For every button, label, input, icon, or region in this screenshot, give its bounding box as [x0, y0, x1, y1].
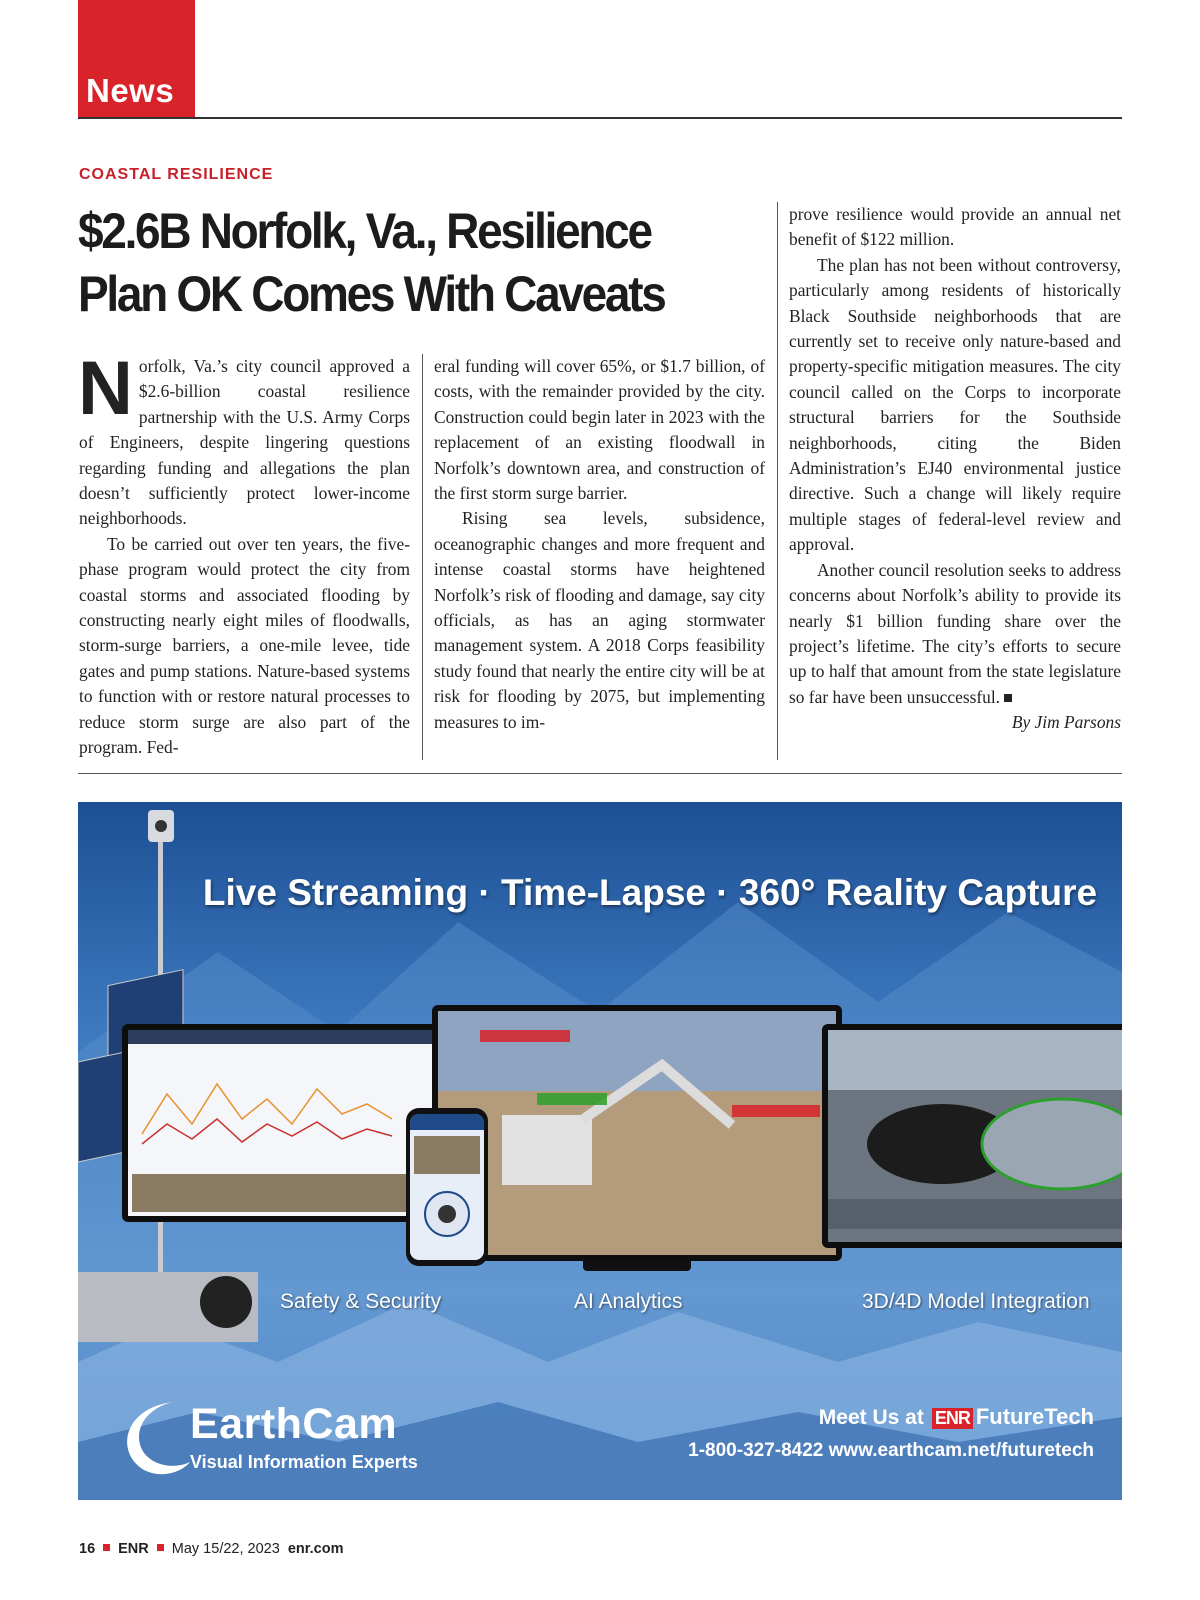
ad-headline: Live Streaming · Time-Lapse · 360° Reality Capture	[202, 872, 1098, 913]
smartphone-app	[406, 1108, 488, 1266]
earthcam-advertisement[interactable]	[78, 802, 1122, 1500]
model-integration-monitor	[822, 1024, 1122, 1248]
top-rule	[78, 117, 1122, 119]
analytics-dashboard-screen	[122, 1024, 452, 1222]
article-kicker: COASTAL RESILIENCE	[79, 166, 274, 183]
page-number: 16	[79, 1541, 96, 1557]
article-paragraph-4: The plan has not been without controversy, particularly among residents of historically Black Southside neighborhoods that are currently set to receive only nature-based and property-specific mitigation measures. The city council called on the Corps to incorporate structural barriers for the Southside neighborhoods, citing the Biden Administration’s EJ40 environmental justice directive. Such a change will likely require multiple stages of federal-level review and approval.	[789, 254, 1121, 555]
earthcam-swoosh-icon	[114, 1392, 194, 1482]
paragraph-2-part-b: eral funding will cover 65%, or $1.7 billion, of costs, with the remainder provided by the city. Construction could begin later in 2023 with the replacement of an existing floodwall in Norfolk’s downtown area, and construction of the first storm surge barrier.	[434, 356, 765, 504]
separator-square-icon	[157, 1544, 164, 1551]
column-divider	[777, 202, 778, 760]
issue-date: May 15/22, 2023	[171, 1541, 280, 1557]
phone-app-screen	[410, 1114, 484, 1260]
page-footer	[79, 1541, 343, 1557]
feature-label: 3D/4D Model Integration	[862, 1290, 1090, 1313]
article-headline: $2.6B Norfolk, Va., Resilience Plan OK Comes With Caveats	[78, 203, 665, 322]
earthcam-logo[interactable]	[114, 1392, 494, 1482]
section-tab	[78, 0, 195, 118]
article-paragraph-3	[434, 506, 765, 735]
byline: By Jim Parsons	[1011, 712, 1121, 733]
stadium-model-screen	[822, 1024, 1122, 1248]
dashboard-monitor	[122, 1024, 452, 1222]
excavator-scene-screen	[432, 1005, 842, 1261]
article-paragraph-1: orfolk, Va.’s city council approved a $2.6-billion coastal resilience partnership with the U.S. Army Corps of Engineers, despite lingering questions regarding funding and allegations the plan doesn’t sufficiently protect lower-income neighborhoods.	[79, 356, 410, 529]
paragraph-5-text: Another council resolution seeks to address concerns about Norfolk’s ability to provide its nearly $1 billion funding share over the project’s lifetime. The city’s efforts to secure up to half that amount from the state legislature so far have been unsuccessful.	[789, 559, 1121, 707]
brand-tagline: Visual Information Experts	[190, 1452, 418, 1472]
end-mark-icon	[1004, 694, 1012, 702]
meet-text: Meet Us at	[818, 1406, 924, 1429]
section-tab-label: News	[86, 72, 175, 109]
publication-name: ENR	[118, 1541, 149, 1557]
monitor-stand	[583, 1261, 691, 1271]
paragraph-3-part-b: prove resilience would provide an annual net benefit of $122 million.	[789, 204, 1121, 250]
contact-info[interactable]: 1-800-327-8422 www.earthcam.net/futuretech	[688, 1440, 1094, 1461]
event-name: FutureTech	[975, 1404, 1094, 1429]
brand-name: EarthCam	[190, 1400, 398, 1448]
enr-badge-logo: ENR	[932, 1408, 973, 1429]
feature-label: AI Analytics	[574, 1290, 683, 1313]
drop-cap: N	[78, 346, 133, 431]
article-paragraph-5	[789, 558, 1121, 710]
paragraph-2-part-a: To be carried out over ten years, the five-phase program would protect the city from coastal storms and associated flooding by constructing nearly eight miles of floodwalls, storm-surge barriers, a one-mile levee, tide gates and pump stations. Nature-based systems to function with or restore natural processes to reduce storm surge are also part of the program. Fed-	[79, 533, 410, 758]
feature-label: Safety & Security	[280, 1290, 442, 1313]
article-bottom-rule	[78, 773, 1122, 774]
paragraph-3-part-a: Rising sea levels, subsidence, oceanographic changes and more frequent and intense coastal storms have heightened Norfolk’s risk of flooding and damage, say city officials, as has an aging stormwater management system. A 2018 Corps feasibility study found that nearly the entire city will be at risk for flooding by 2075, but implementing measures to im-	[434, 508, 765, 732]
column-divider	[422, 354, 423, 760]
ai-analytics-monitor	[432, 1005, 842, 1261]
site-url: enr.com	[287, 1541, 344, 1557]
article-column-2	[434, 354, 765, 735]
article-column-3	[789, 202, 1121, 736]
event-promo	[819, 1404, 1094, 1430]
article-column-1	[78, 346, 410, 761]
article-paragraph-2	[79, 532, 410, 761]
separator-square-icon	[103, 1544, 110, 1551]
